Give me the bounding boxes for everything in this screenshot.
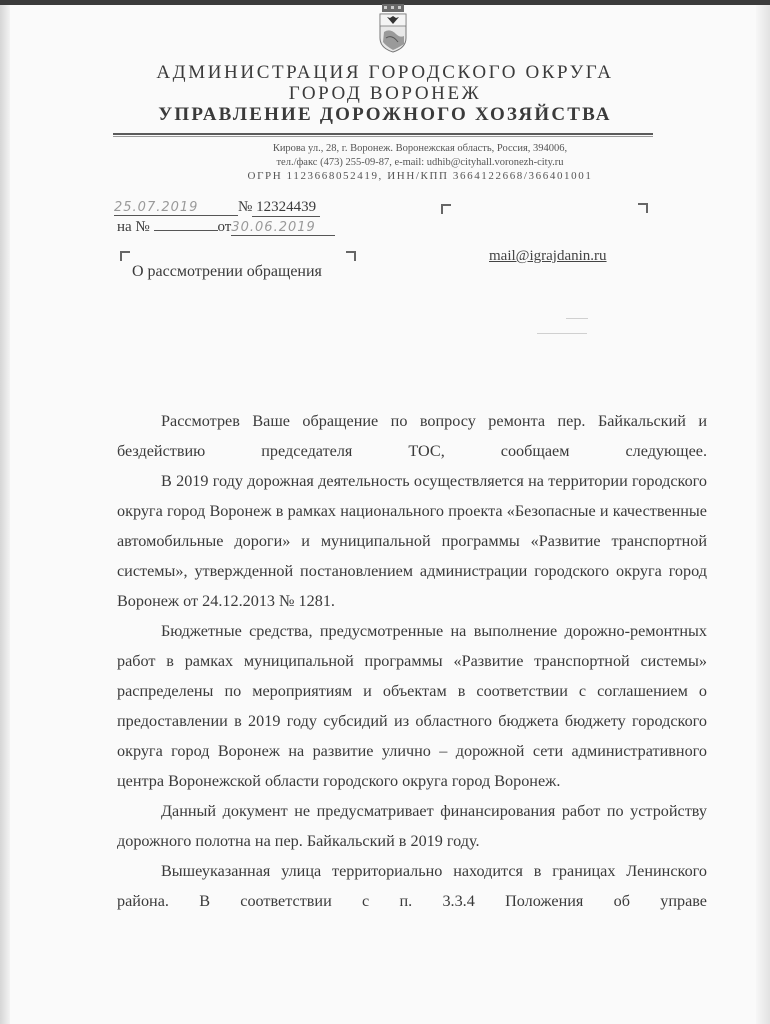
letterhead-rule <box>113 133 653 135</box>
body-paragraph: Вышеуказанная улица территориально находится в границах Ленинского района. В соответствии с п. 3.3.4 Положения об управе <box>117 862 707 910</box>
subject-corner-left <box>120 251 130 261</box>
ref-number <box>154 230 218 231</box>
body-paragraph: Данный документ не предусматривает финансирования работ по устройству дорожного полотна на пер. Байкальский в 2019 году. <box>117 802 707 850</box>
number-label: № <box>238 199 253 215</box>
outgoing-line <box>114 199 320 217</box>
org-name-line1: АДМИНИСТРАЦИЯ ГОРОДСКОГО ОКРУГА <box>156 62 614 83</box>
outgoing-number <box>252 199 320 217</box>
subject-corner-right <box>346 251 356 261</box>
outgoing-date: 25.07.2019 <box>114 200 238 216</box>
body-paragraph: В 2019 году дорожная деятельность осуществляется на территории городского округа город Воронеж в рамках национального проекта «Безопасные и качественные автомобильные дороги» и муниципальной программы «Развитие транспортной системы», утвержденной постановлением администрации городского округа город Воронеж от 24.12.2013 № 1281. <box>117 472 707 610</box>
coat-of-arms-icon <box>376 4 410 54</box>
ref-date: 30.06.2019 <box>231 220 335 236</box>
address-corner-right <box>638 203 648 213</box>
recipient-email: mail@igrajdanin.ru <box>489 248 607 264</box>
org-name-line2: ГОРОД ВОРОНЕЖ <box>288 83 482 104</box>
org-contacts: тел./факс (473) 255-09-87, e-mail: udhib@cityhall.voronezh-city.ru <box>276 157 564 168</box>
body-paragraph: Бюджетные средства, предусмотренные на выполнение дорожно-ремонтных работ в рамках муниципальной программы «Развитие транспортной системы» распределены по мероприятиям и объектам в соответствии с соглашением о предоставлении в 2019 году субсидий из областного бюджета бюджету городского округа город Воронеж на развитие улично – дорожной сети административного центра Воронежской области городского округа город Воронеж. <box>117 622 707 790</box>
scan-artifact <box>566 318 588 319</box>
org-address: Кирова ул., 28, г. Воронеж. Воронежская область, Россия, 394006, <box>272 143 568 154</box>
letter-body <box>117 406 707 916</box>
ref-from-label: от <box>217 219 232 235</box>
scan-artifact <box>537 333 587 334</box>
department-name: УПРАВЛЕНИЕ ДОРОЖНОГО ХОЗЯЙСТВА <box>158 104 612 125</box>
address-corner-left <box>441 204 451 214</box>
outgoing-number-value: 12324439 <box>256 199 317 215</box>
reference-line <box>117 219 335 236</box>
body-paragraph: Рассмотрев Ваше обращение по вопросу ремонта пер. Байкальский и бездействию председателя ТОС, сообщаем следующее. <box>117 412 707 460</box>
letter-subject: О рассмотрении обращения <box>132 263 322 280</box>
ref-number-label: на № <box>117 219 150 235</box>
letterhead-rule-thin <box>113 136 653 137</box>
org-registry: ОГРН 1123668052419, ИНН/КПП 3664122668/366401001 <box>247 170 593 182</box>
